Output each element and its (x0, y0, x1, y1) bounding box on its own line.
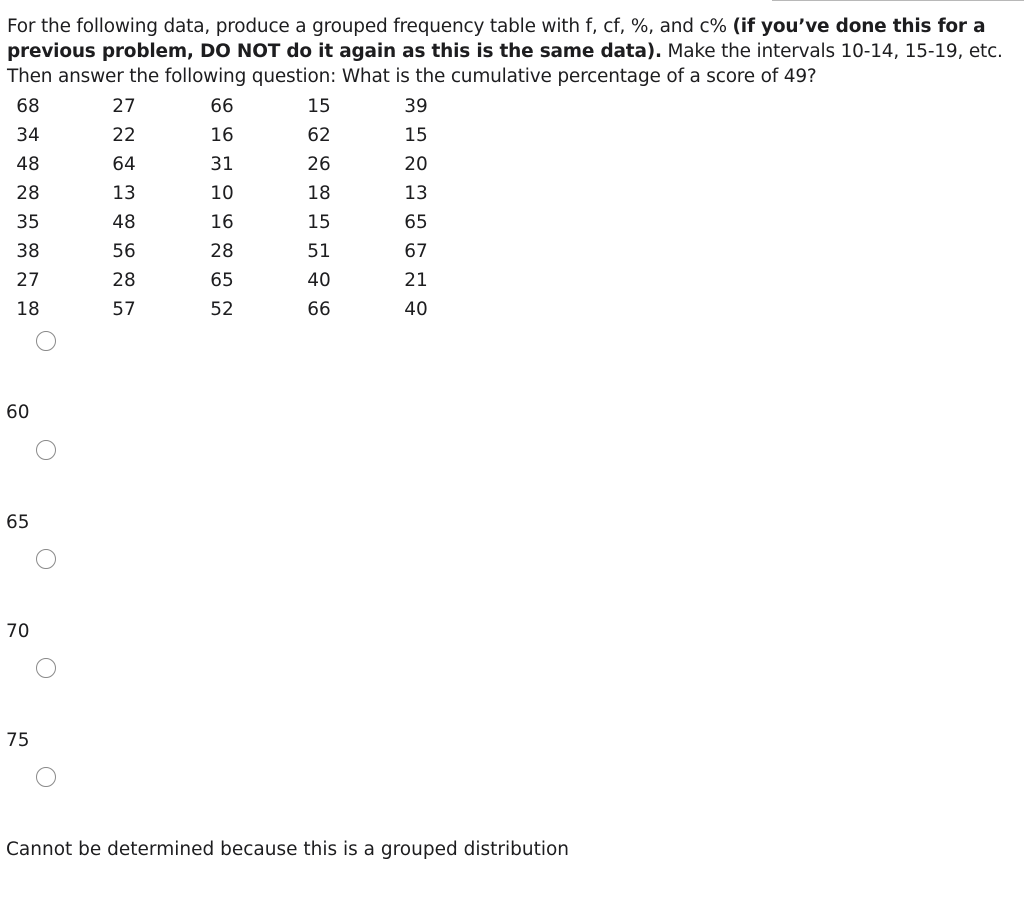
data-cell: 48 (112, 212, 136, 233)
data-table (0, 92, 480, 324)
answer-label-cannot-be-determined: Cannot be determined because this is a grouped distribution (6, 839, 570, 860)
data-cell: 28 (16, 183, 40, 204)
data-cell: 51 (307, 241, 331, 262)
data-row (0, 150, 480, 179)
data-cell: 15 (307, 212, 331, 233)
data-cell: 15 (404, 125, 428, 146)
question-part-1: For the following data, produce a grouped frequency table with f, cf, %, and c% (7, 16, 733, 37)
data-row (0, 92, 480, 121)
data-cell: 67 (404, 241, 428, 262)
answer-radio-75[interactable] (36, 658, 56, 678)
data-cell: 27 (112, 96, 136, 117)
data-cell: 56 (112, 241, 136, 262)
data-cell: 20 (404, 154, 428, 175)
answer-label-70: 70 (6, 621, 30, 642)
data-row (0, 179, 480, 208)
data-cell: 16 (210, 212, 234, 233)
data-cell: 35 (16, 212, 40, 233)
data-cell: 16 (210, 125, 234, 146)
data-cell: 52 (210, 299, 234, 320)
data-cell: 15 (307, 96, 331, 117)
data-cell: 65 (210, 270, 234, 291)
data-cell: 39 (404, 96, 428, 117)
data-row (0, 237, 480, 266)
data-cell: 18 (307, 183, 331, 204)
data-cell: 13 (112, 183, 136, 204)
answer-radio-65[interactable] (36, 440, 56, 460)
data-cell: 65 (404, 212, 428, 233)
data-cell: 40 (307, 270, 331, 291)
data-cell: 34 (16, 125, 40, 146)
data-cell: 68 (16, 96, 40, 117)
answer-label-60: 60 (6, 402, 30, 423)
data-cell: 64 (112, 154, 136, 175)
question-part-2: Make the intervals 10-14, 15-19, etc. Then answer the following question: What is the cumulative percentage of a score of 49? (7, 41, 1003, 87)
data-cell: 21 (404, 270, 428, 291)
data-cell: 28 (112, 270, 136, 291)
data-cell: 13 (404, 183, 428, 204)
data-cell: 22 (112, 125, 136, 146)
data-cell: 66 (210, 96, 234, 117)
data-cell: 40 (404, 299, 428, 320)
data-row (0, 121, 480, 150)
top-divider (772, 0, 1024, 1)
answer-radio-70[interactable] (36, 549, 56, 569)
answer-radio-60[interactable] (36, 331, 56, 351)
data-row (0, 208, 480, 237)
data-cell: 18 (16, 299, 40, 320)
answer-label-75: 75 (6, 730, 30, 751)
data-cell: 57 (112, 299, 136, 320)
question-text (7, 14, 1007, 89)
data-cell: 31 (210, 154, 234, 175)
data-cell: 28 (210, 241, 234, 262)
data-cell: 27 (16, 270, 40, 291)
question-bold-note: (if you’ve done this for a previous problem, DO NOT do it again as this is the same data). (7, 16, 986, 62)
data-cell: 48 (16, 154, 40, 175)
data-cell: 62 (307, 125, 331, 146)
data-row (0, 266, 480, 295)
data-cell: 10 (210, 183, 234, 204)
data-cell: 38 (16, 241, 40, 262)
data-cell: 26 (307, 154, 331, 175)
data-row (0, 295, 480, 324)
data-cell: 66 (307, 299, 331, 320)
answer-label-65: 65 (6, 512, 30, 533)
answer-radio-cannot-be-determined[interactable] (36, 767, 56, 787)
